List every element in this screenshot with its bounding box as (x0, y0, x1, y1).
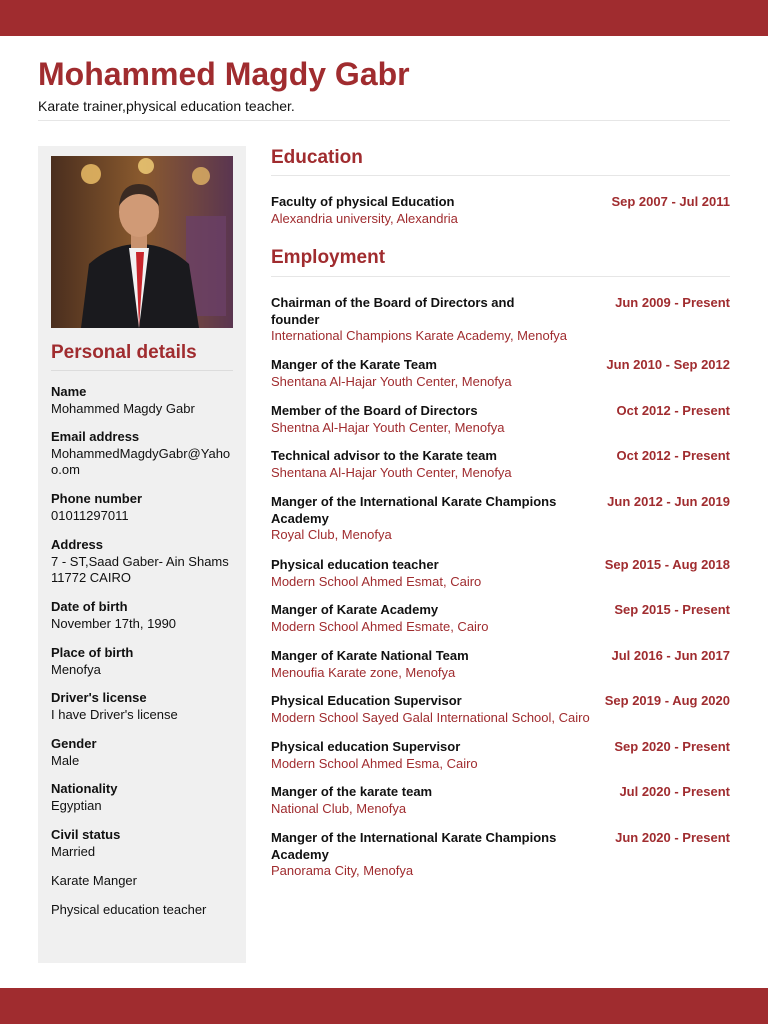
detail-value: MohammedMagdyGabr@Yahoo.om (51, 445, 231, 477)
detail-label: Phone number (51, 491, 143, 506)
entry-title: Chairman of the Board of Directors and founder (271, 295, 515, 327)
entry-place: Alexandria university, Alexandria (271, 210, 458, 226)
detail-label: Email address (51, 429, 140, 444)
detail-value: I have Driver's license (51, 706, 178, 722)
entry-dates: Oct 2012 - Present (616, 403, 730, 418)
entry-title: Manger of the International Karate Champions Academy (271, 494, 557, 526)
detail-name (51, 384, 237, 417)
employment-title: Employment (271, 247, 386, 268)
resume-subtitle: Karate trainer,physical education teacher. (38, 98, 295, 114)
entry-place: Modern School Ahmed Esmate, Cairo (271, 618, 489, 634)
detail-value: 01011297011 (51, 507, 129, 523)
employment-entry (271, 693, 730, 726)
entry-title: Member of the Board of Directors (271, 403, 478, 418)
detail-label: Date of birth (51, 599, 128, 614)
resume-name: Mohammed Magdy Gabr (38, 56, 410, 92)
employment-entry (271, 739, 730, 772)
entry-title: Manger of the karate team (271, 784, 433, 799)
personal-details-title: Personal details (51, 342, 197, 363)
detail-value: Egyptian (51, 797, 102, 813)
employment-entry (271, 403, 730, 436)
entry-place: Shentna Al-Hajar Youth Center, Menofya (271, 419, 505, 435)
entry-dates: Jun 2010 - Sep 2012 (606, 357, 730, 372)
detail-nationality (51, 781, 237, 814)
entry-title: Faculty of physical Education (271, 194, 455, 209)
detail-value: Married (51, 843, 96, 859)
employment-divider (271, 276, 730, 277)
entry-title: Physical education Supervisor (271, 739, 461, 754)
personal-details-sidebar (38, 146, 246, 963)
entry-place: International Champions Karate Academy, Menofya (271, 328, 568, 343)
detail-value: Mohammed Magdy Gabr (51, 400, 195, 416)
entry-place: National Club, Menofya (271, 800, 407, 816)
entry-title: Technical advisor to the Karate team (271, 448, 497, 463)
header-divider (38, 120, 730, 121)
detail-label: Nationality (51, 781, 118, 796)
entry-place: Modern School Ahmed Esma, Cairo (271, 755, 478, 771)
entry-title: Manger of Karate Academy (271, 602, 439, 617)
detail-label: Name (51, 384, 87, 399)
entry-dates: Jun 2020 - Present (615, 830, 730, 845)
entry-place: Panorama City, Menofya (271, 863, 414, 878)
detail-date-of-birth (51, 599, 237, 632)
employment-entry (271, 784, 730, 817)
detail-gender (51, 736, 237, 769)
profile-photo (51, 156, 233, 328)
detail-phone (51, 491, 237, 524)
extra-item: Karate Manger (51, 873, 137, 888)
entry-place: Shentana Al-Hajar Youth Center, Menofya (271, 464, 512, 480)
education-title: Education (271, 147, 363, 168)
detail-label: Gender (51, 736, 97, 751)
detail-label: Place of birth (51, 645, 134, 660)
entry-place: Menoufia Karate zone, Menofya (271, 664, 456, 680)
detail-value: November 17th, 1990 (51, 615, 177, 631)
entry-dates: Jun 2009 - Present (615, 295, 730, 310)
bottom-accent-bar (0, 988, 768, 1024)
top-accent-bar (0, 0, 768, 36)
entry-title: Manger of the Karate Team (271, 357, 437, 372)
personal-details-divider (51, 370, 233, 371)
entry-place: Modern School Ahmed Esmat, Cairo (271, 573, 482, 589)
entry-title: Manger of Karate National Team (271, 648, 469, 663)
entry-dates: Sep 2019 - Aug 2020 (604, 693, 730, 708)
education-entry (271, 194, 730, 227)
employment-entry (271, 602, 730, 635)
detail-address (51, 537, 235, 587)
detail-email (51, 429, 231, 479)
entry-title: Manger of the International Karate Champions Academy (271, 830, 557, 862)
detail-value: Male (51, 752, 80, 768)
employment-entry (271, 557, 730, 590)
entry-dates: Sep 2015 - Aug 2018 (604, 557, 730, 572)
employment-entry (271, 494, 730, 544)
entry-dates: Jul 2016 - Jun 2017 (611, 648, 730, 663)
detail-drivers-license (51, 690, 237, 723)
entry-dates: Sep 2020 - Present (614, 739, 730, 754)
entry-dates: Sep 2015 - Present (614, 602, 730, 617)
detail-value: Menofya (51, 661, 101, 677)
detail-label: Civil status (51, 827, 121, 842)
employment-entry (271, 648, 730, 681)
detail-value: 7 - ST,Saad Gaber- Ain Shams 11772 CAIRO (51, 553, 229, 585)
profile-photo-illustration (51, 156, 233, 328)
employment-entry (271, 357, 730, 390)
entry-dates: Oct 2012 - Present (616, 448, 730, 463)
entry-dates: Jul 2020 - Present (619, 784, 730, 799)
entry-place: Royal Club, Menofya (271, 527, 392, 542)
entry-title: Physical Education Supervisor (271, 693, 462, 708)
entry-dates: Sep 2007 - Jul 2011 (611, 194, 730, 209)
entry-place: Modern School Sayed Galal International School, Cairo (271, 709, 590, 725)
detail-label: Driver's license (51, 690, 147, 705)
entry-title: Physical education teacher (271, 557, 439, 572)
detail-label: Address (51, 537, 104, 552)
entry-place: Shentana Al-Hajar Youth Center, Menofya (271, 373, 512, 389)
education-divider (271, 175, 730, 176)
entry-dates: Jun 2012 - Jun 2019 (607, 494, 730, 509)
employment-entry (271, 295, 730, 345)
employment-entry (271, 448, 730, 481)
extra-item: Physical education teacher (51, 902, 207, 917)
employment-entry (271, 830, 730, 880)
detail-civil-status (51, 827, 237, 860)
detail-place-of-birth (51, 645, 237, 678)
